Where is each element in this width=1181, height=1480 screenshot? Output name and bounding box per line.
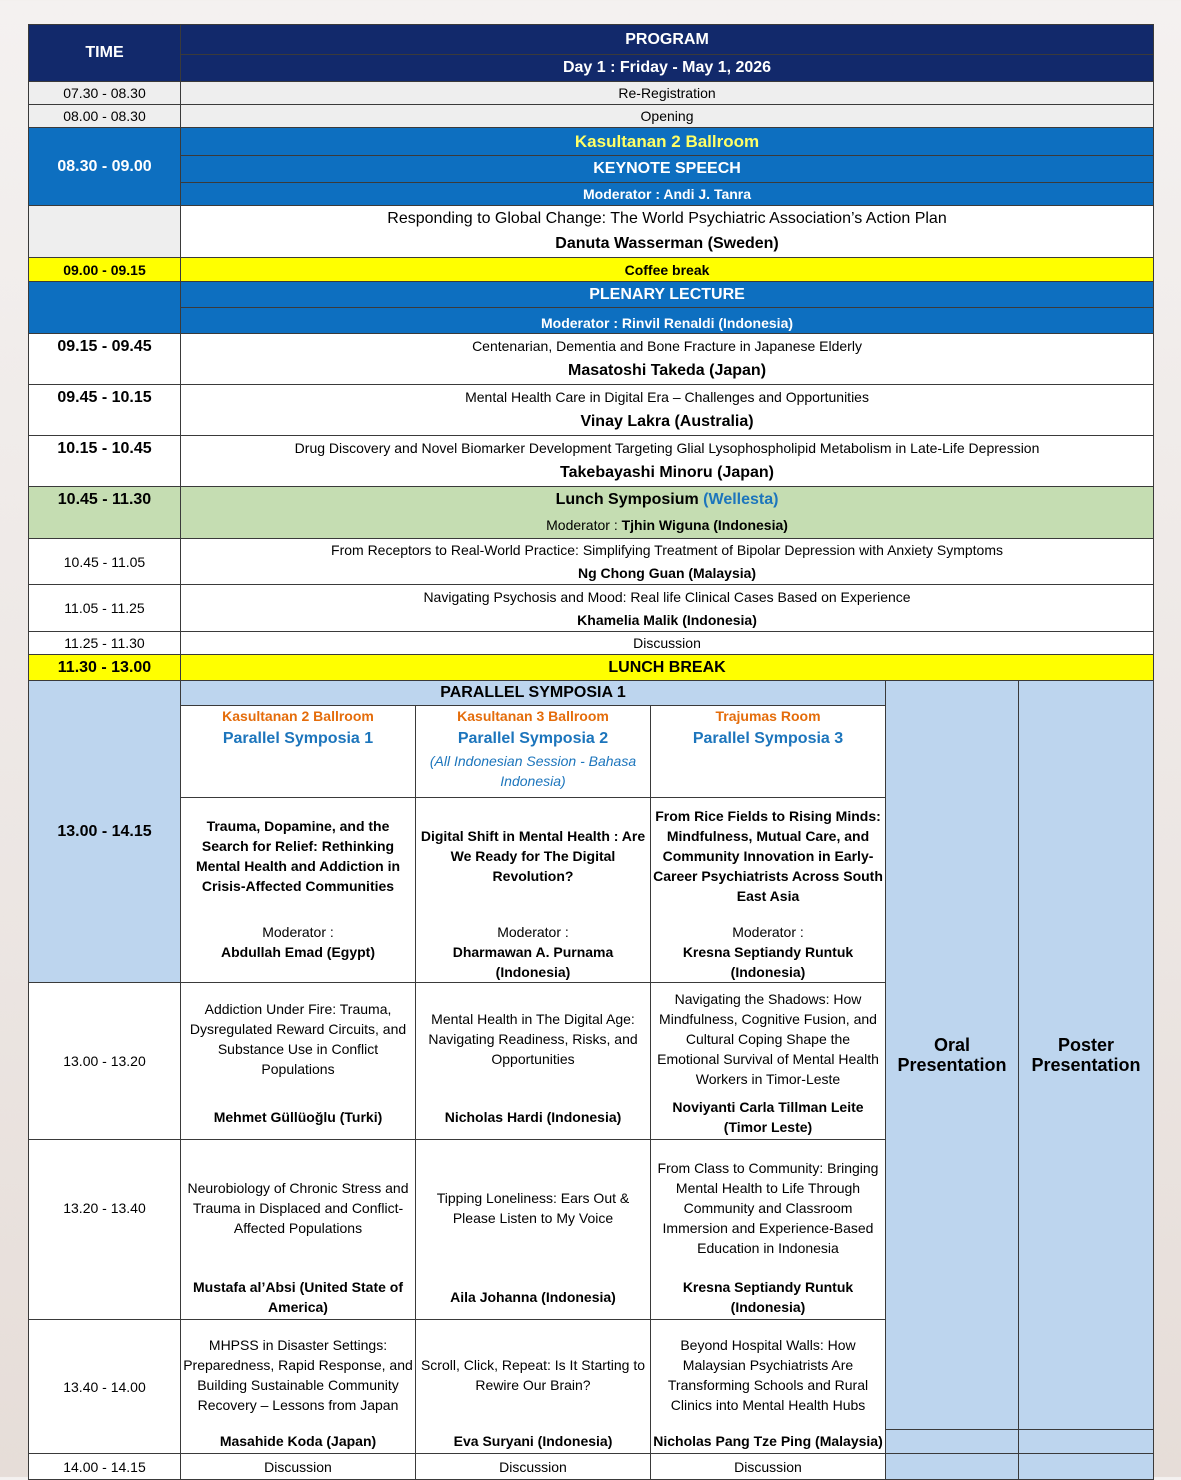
theme-title: From Rice Fields to Rising Minds: Mindfulness, Mutual Care, and Community Innovation in Early-Career Psychiatrists Across South East Asia [653,808,883,904]
time-cell: 14.00 - 14.15 [29,1454,181,1480]
day-header: Day 1 : Friday - May 1, 2026 [181,55,1154,82]
room-name: Kasultanan 3 Ballroom [457,708,609,724]
time-cell: 13.00 - 14.15 [29,681,181,983]
time-cell: 11.25 - 11.30 [29,632,181,655]
opening-row: Opening [181,105,1154,128]
parallel-symposia-title: PARALLEL SYMPOSIA 1 [181,681,886,706]
lunch-break-row: LUNCH BREAK [181,655,1154,681]
plenary-speaker: Masatoshi Takeda (Japan) [181,358,1154,385]
parallel-speaker: Aila Johanna (Indonesia) [416,1276,651,1320]
moderator-label: Moderator : [732,924,804,940]
time-cell-empty [29,1276,181,1320]
room-name: Trajumas Room [715,708,821,724]
moderator-label: Moderator : [497,924,569,940]
parallel-talk: Tipping Loneliness: Ears Out & Please Listen to My Voice [416,1140,651,1276]
parallel-speaker: Mustafa al’Absi (United State of America) [181,1276,416,1320]
moderator-name: Kresna Septiandy Runtuk (Indonesia) [682,944,854,980]
plenary-talk: Drug Discovery and Novel Biomarker Development Targeting Glial Lysophospholipid Metabolism in Late-Life Depression [181,436,1154,460]
track-theme [416,798,651,983]
moderator-name: Tjhin Wiguna (Indonesia) [621,517,788,534]
discussion-row: Discussion [181,632,1154,655]
time-cell: 10.15 - 10.45 [29,436,181,487]
time-cell: 08.00 - 08.30 [29,105,181,128]
parallel-speaker: Nicholas Hardi (Indonesia) [416,1095,651,1140]
plenary-talk: Mental Health Care in Digital Era – Challenges and Opportunities [181,385,1154,409]
registration-row: Re-Registration [181,82,1154,105]
moderator-name: Abdullah Emad (Egypt) [221,944,375,960]
lunch-symposium-title [181,487,1154,513]
program-header: PROGRAM [181,25,1154,55]
time-cell: 10.45 - 11.05 [29,539,181,585]
parallel-talk: From Class to Community: Bringing Mental Health to Life Through Community and Classroom Immersion and Experience-Based Education in Indonesia [651,1140,886,1276]
symposium-talk: From Receptors to Real-World Practice: Simplifying Treatment of Bipolar Depression with Anxiety Symptoms [181,539,1154,562]
track-header [416,706,651,798]
track-theme [181,798,416,983]
parallel-talk: Beyond Hospital Walls: How Malaysian Psychiatrists Are Transforming Schools and Rural Clinics into Mental Health Hubs [651,1320,886,1430]
theme-title: Digital Shift in Mental Health : Are We Ready for The Digital Revolution? [420,828,646,884]
parallel-speaker: Nicholas Pang Tze Ping (Malaysia) [651,1430,886,1454]
oral-presentation-cont [886,1454,1019,1480]
parallel-talk: Mental Health in The Digital Age: Navigating Readiness, Risks, and Opportunities [416,983,651,1095]
parallel-speaker: Eva Suryani (Indonesia) [416,1430,651,1454]
parallel-talk: Neurobiology of Chronic Stress and Trauma in Displaced and Conflict-Affected Populations [181,1140,416,1276]
symposium-speaker: Ng Chong Guan (Malaysia) [181,562,1154,585]
keynote-moderator: Moderator : Andi J. Tanra [181,183,1154,206]
plenary-talk: Centenarian, Dementia and Bone Fracture in Japanese Elderly [181,334,1154,358]
parallel-speaker: Kresna Septiandy Runtuk (Indonesia) [651,1276,886,1320]
parallel-talk: Addiction Under Fire: Trauma, Dysregulated Reward Circuits, and Substance Use in Conflict Populations [181,983,416,1095]
program-table [28,24,1154,1480]
parallel-talk: Navigating the Shadows: How Mindfulness, Cognitive Fusion, and Cultural Coping Shape the Emotional Survival of Mental Health Workers in Timor-Leste [651,983,886,1095]
time-header: TIME [29,25,181,82]
plenary-title: PLENARY LECTURE [181,282,1154,308]
symposium-speaker: Khamelia Malik (Indonesia) [181,609,1154,632]
track-theme [651,798,886,983]
track-header [651,706,886,798]
symposium-talk: Navigating Psychosis and Mood: Real life Clinical Cases Based on Experience [181,585,1154,609]
time-cell: 11.30 - 13.00 [29,655,181,681]
poster-presentation-cont [1019,1454,1154,1480]
time-cell: 08.30 - 09.00 [29,128,181,206]
keynote-talk: Responding to Global Change: The World Psychiatric Association’s Action Plan [181,206,1154,232]
lunch-symposium-moderator [181,513,1154,539]
time-cell: 09.15 - 09.45 [29,334,181,385]
discussion-cell: Discussion [651,1454,886,1480]
time-cell: 13.00 - 13.20 [29,983,181,1140]
track-header [181,706,416,798]
track-name: Parallel Symposia 1 [222,730,374,747]
parallel-speaker: Mehmet Güllüoğlu (Turki) [181,1095,416,1140]
keynote-venue: Kasultanan 2 Ballroom [181,128,1154,156]
time-cell-empty [29,282,181,334]
oral-presentation: Oral Presentation [886,681,1019,1430]
discussion-cell: Discussion [181,1454,416,1480]
time-cell: 10.45 - 11.30 [29,487,181,539]
parallel-talk: Scroll, Click, Repeat: Is It Starting to Rewire Our Brain? [416,1320,651,1430]
parallel-talk: MHPSS in Disaster Settings: Preparedness, Rapid Response, and Building Sustainable Community Recovery – Lessons from Japan [181,1320,416,1430]
parallel-speaker: Noviyanti Carla Tillman Leite (Timor Leste) [651,1095,886,1140]
time-cell: 07.30 - 08.30 [29,82,181,105]
discussion-cell: Discussion [416,1454,651,1480]
theme-title: Trauma, Dopamine, and the Search for Relief: Rethinking Mental Health and Addiction in Crisis-Affected Communities [195,818,401,894]
plenary-moderator: Moderator : Rinvil Renaldi (Indonesia) [181,308,1154,334]
track-note: (All Indonesian Session - Bahasa Indonesia) [429,753,637,789]
room-name: Kasultanan 2 Ballroom [222,708,374,724]
time-cell: 09.00 - 09.15 [29,258,181,282]
time-cell: 13.40 - 14.00 [29,1320,181,1454]
parallel-speaker: Masahide Koda (Japan) [181,1430,416,1454]
time-cell: 09.45 - 10.15 [29,385,181,436]
keynote-speaker: Danuta Wasserman (Sweden) [181,232,1154,258]
plenary-speaker: Vinay Lakra (Australia) [181,409,1154,436]
plenary-speaker: Takebayashi Minoru (Japan) [181,460,1154,487]
time-cell-empty [29,206,181,258]
lunch-symposium-sponsor: (Wellesta) [703,490,779,508]
moderator-label: Moderator : [262,924,334,940]
time-cell: 13.20 - 13.40 [29,1140,181,1276]
oral-presentation-cont [886,1430,1019,1454]
moderator-prefix: Moderator : [546,517,622,534]
time-cell: 11.05 - 11.25 [29,585,181,632]
keynote-title: KEYNOTE SPEECH [181,156,1154,183]
poster-presentation-cont [1019,1430,1154,1454]
track-name: Parallel Symposia 3 [692,730,844,747]
coffee-break-row: Coffee break [181,258,1154,282]
track-name: Parallel Symposia 2 [457,730,609,747]
poster-presentation: Poster Presentation [1019,681,1154,1430]
lunch-symposium-label: Lunch Symposium [555,490,699,508]
moderator-name: Dharmawan A. Purnama (Indonesia) [452,944,614,980]
